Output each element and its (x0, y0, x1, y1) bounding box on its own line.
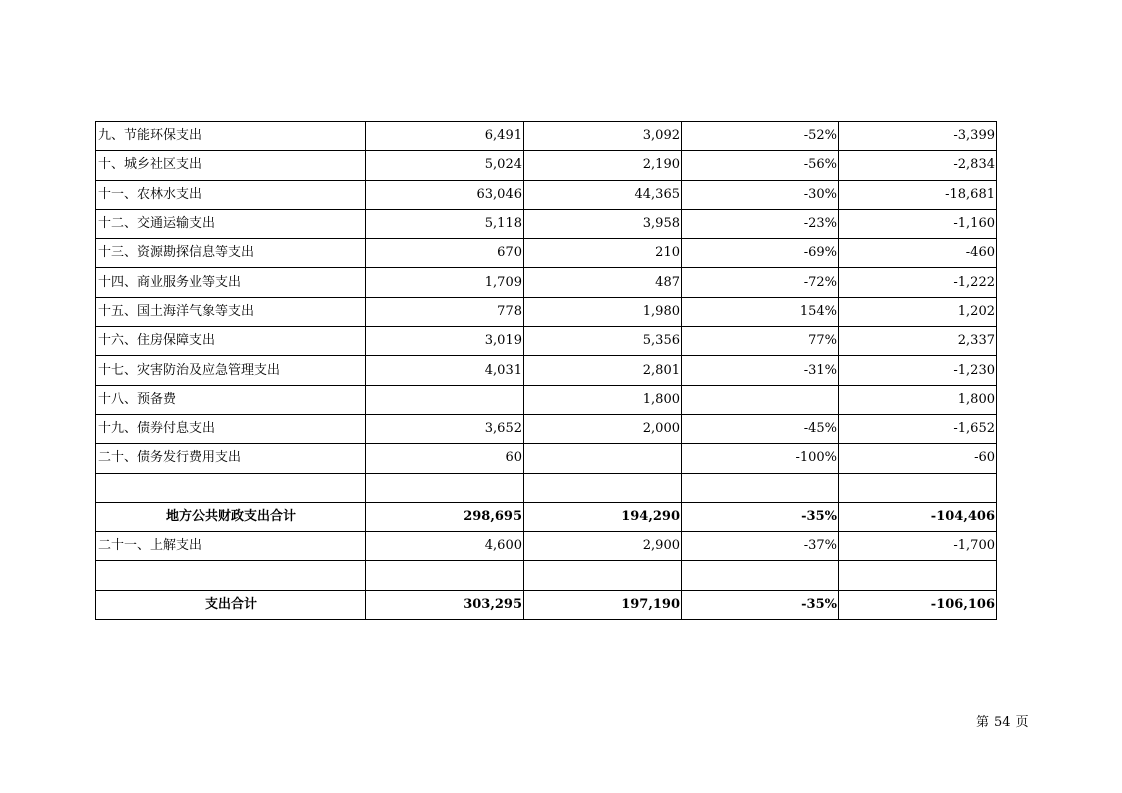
value-col-1-cell: 6,491 (366, 122, 524, 151)
value-col-1-cell (366, 473, 524, 502)
table-row (96, 385, 997, 414)
table-row (96, 532, 997, 561)
change-percent-cell: -37% (682, 532, 839, 561)
change-amount-cell (839, 561, 997, 590)
change-amount-cell: 1,800 (839, 385, 997, 414)
item-name-cell (96, 561, 366, 590)
change-percent-cell (682, 561, 839, 590)
item-name-cell: 十五、国土海洋气象等支出 (96, 297, 366, 326)
change-amount-cell: 2,337 (839, 327, 997, 356)
value-col-1-cell: 4,600 (366, 532, 524, 561)
change-amount-cell (839, 473, 997, 502)
change-percent-cell: -52% (682, 122, 839, 151)
table-row (96, 414, 997, 443)
table-row (96, 444, 997, 473)
change-percent-cell: -31% (682, 356, 839, 385)
item-name-cell: 九、节能环保支出 (96, 122, 366, 151)
change-percent-cell: -100% (682, 444, 839, 473)
value-col-1-cell: 778 (366, 297, 524, 326)
table-row (96, 356, 997, 385)
item-name-cell: 地方公共财政支出合计 (96, 502, 366, 531)
change-amount-cell: -1,160 (839, 209, 997, 238)
change-percent-cell: -30% (682, 180, 839, 209)
value-col-2-cell: 2,000 (524, 414, 682, 443)
value-col-2-cell: 1,800 (524, 385, 682, 414)
table-row (96, 297, 997, 326)
change-amount-cell: -18,681 (839, 180, 997, 209)
table-row (96, 151, 997, 180)
value-col-1-cell: 4,031 (366, 356, 524, 385)
value-col-1-cell: 303,295 (366, 590, 524, 619)
value-col-1-cell: 60 (366, 444, 524, 473)
item-name-cell: 二十、债务发行费用支出 (96, 444, 366, 473)
change-amount-cell: -2,834 (839, 151, 997, 180)
change-percent-cell: 77% (682, 327, 839, 356)
value-col-2-cell: 487 (524, 268, 682, 297)
value-col-1-cell (366, 385, 524, 414)
value-col-2-cell: 3,958 (524, 209, 682, 238)
total-row (96, 590, 997, 619)
blank-row (96, 561, 997, 590)
value-col-2-cell (524, 561, 682, 590)
change-amount-cell: -106,106 (839, 590, 997, 619)
value-col-2-cell: 210 (524, 239, 682, 268)
value-col-1-cell: 3,019 (366, 327, 524, 356)
change-percent-cell (682, 385, 839, 414)
value-col-2-cell: 194,290 (524, 502, 682, 531)
item-name-cell: 十、城乡社区支出 (96, 151, 366, 180)
change-percent-cell: 154% (682, 297, 839, 326)
value-col-2-cell: 44,365 (524, 180, 682, 209)
change-percent-cell: -35% (682, 590, 839, 619)
change-percent-cell: -56% (682, 151, 839, 180)
total-row (96, 502, 997, 531)
item-name-cell: 十九、债券付息支出 (96, 414, 366, 443)
table-body (96, 122, 997, 620)
value-col-2-cell: 1,980 (524, 297, 682, 326)
page-suffix: 页 (1015, 715, 1029, 730)
change-percent-cell: -35% (682, 502, 839, 531)
change-percent-cell: -23% (682, 209, 839, 238)
item-name-cell: 十二、交通运输支出 (96, 209, 366, 238)
value-col-1-cell: 5,024 (366, 151, 524, 180)
budget-expenditure-table (95, 121, 997, 620)
item-name-cell: 十八、预备费 (96, 385, 366, 414)
item-name-cell: 二十一、上解支出 (96, 532, 366, 561)
blank-row (96, 473, 997, 502)
table-row (96, 180, 997, 209)
table-row (96, 122, 997, 151)
value-col-2-cell (524, 473, 682, 502)
change-amount-cell: 1,202 (839, 297, 997, 326)
value-col-2-cell: 2,900 (524, 532, 682, 561)
change-amount-cell: -1,222 (839, 268, 997, 297)
table-row (96, 327, 997, 356)
value-col-2-cell (524, 444, 682, 473)
change-percent-cell: -69% (682, 239, 839, 268)
item-name-cell: 十三、资源勘探信息等支出 (96, 239, 366, 268)
value-col-1-cell (366, 561, 524, 590)
page-footer (976, 711, 1034, 730)
change-amount-cell: -104,406 (839, 502, 997, 531)
item-name-cell: 十一、农林水支出 (96, 180, 366, 209)
item-name-cell: 支出合计 (96, 590, 366, 619)
item-name-cell (96, 473, 366, 502)
change-amount-cell: -60 (839, 444, 997, 473)
item-name-cell: 十四、商业服务业等支出 (96, 268, 366, 297)
value-col-1-cell: 3,652 (366, 414, 524, 443)
value-col-1-cell: 670 (366, 239, 524, 268)
table-row (96, 239, 997, 268)
change-amount-cell: -3,399 (839, 122, 997, 151)
change-amount-cell: -1,700 (839, 532, 997, 561)
value-col-2-cell: 3,092 (524, 122, 682, 151)
value-col-1-cell: 298,695 (366, 502, 524, 531)
value-col-2-cell: 5,356 (524, 327, 682, 356)
value-col-2-cell: 2,190 (524, 151, 682, 180)
value-col-2-cell: 2,801 (524, 356, 682, 385)
item-name-cell: 十六、住房保障支出 (96, 327, 366, 356)
value-col-1-cell: 1,709 (366, 268, 524, 297)
change-percent-cell: -45% (682, 414, 839, 443)
value-col-1-cell: 5,118 (366, 209, 524, 238)
change-amount-cell: -1,652 (839, 414, 997, 443)
table-row (96, 268, 997, 297)
page-number: 54 (994, 715, 1011, 730)
item-name-cell: 十七、灾害防治及应急管理支出 (96, 356, 366, 385)
value-col-2-cell: 197,190 (524, 590, 682, 619)
change-amount-cell: -460 (839, 239, 997, 268)
change-percent-cell (682, 473, 839, 502)
page-prefix: 第 (976, 715, 990, 730)
value-col-1-cell: 63,046 (366, 180, 524, 209)
table-row (96, 209, 997, 238)
change-amount-cell: -1,230 (839, 356, 997, 385)
change-percent-cell: -72% (682, 268, 839, 297)
